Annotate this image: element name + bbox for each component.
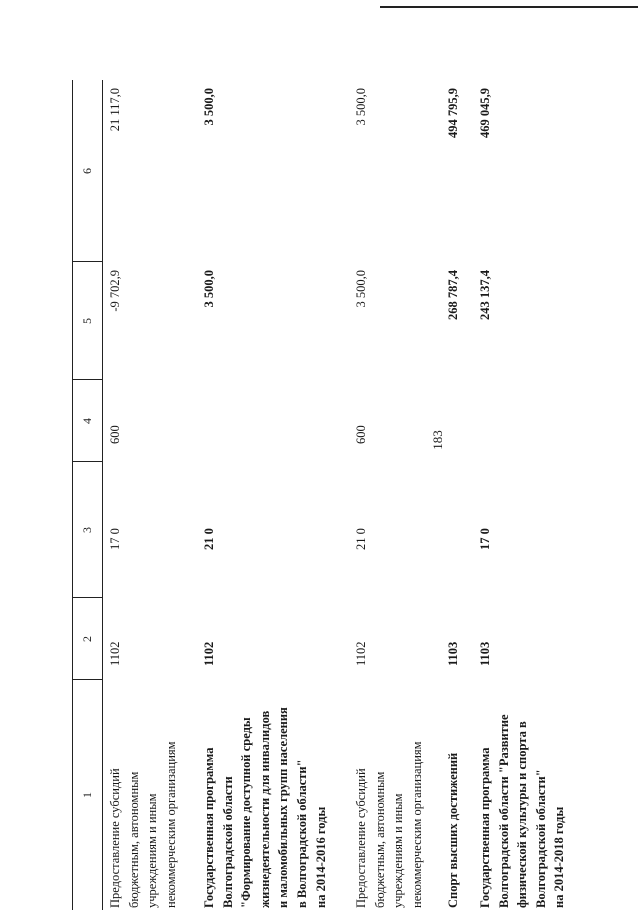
scan-edge-mark	[380, 6, 638, 8]
row-type-code: 600	[354, 425, 368, 444]
row-name: Государственная программа Волгоградской области "Формирование доступной среды жизнедеятельности для инвалидов и маломобильных групп населения в Волгоградской области" на 2014-2016 годы	[202, 707, 328, 908]
row-target-code: 21 0	[202, 528, 216, 550]
table-top-rule	[72, 80, 73, 910]
row-type-code: 600	[108, 425, 122, 444]
row-change-amount: 3 500,0	[354, 270, 368, 308]
row-target-code: 21 0	[354, 528, 368, 550]
row-total-amount: 3 500,0	[354, 88, 368, 126]
row-change-amount: -9 702,9	[108, 270, 122, 312]
budget-table	[72, 80, 567, 910]
table-header-rule	[102, 80, 103, 910]
row-target-code: 17 0	[478, 528, 492, 550]
row-change-amount: 268 787,4	[446, 270, 460, 320]
row-section-code: 1103	[446, 641, 460, 666]
row-name: Предоставление субсидий бюджетным, автономным учреждениям и иным некоммерческим организациям	[354, 741, 424, 908]
column-header-change: 5	[80, 318, 94, 324]
row-section-code: 1102	[354, 641, 368, 666]
column-header-name: 1	[80, 792, 94, 798]
row-name: Спорт высших достижений	[446, 752, 460, 908]
row-total-amount: 469 045,9	[478, 88, 492, 138]
row-total-amount: 494 795,9	[446, 88, 460, 138]
row-name: Предоставление субсидий бюджетным, автономным учреждениям и иным некоммерческим организациям	[108, 741, 178, 908]
row-total-amount: 21 117,0	[108, 88, 122, 132]
budget-table-page	[72, 80, 567, 910]
row-section-code: 1102	[108, 641, 122, 666]
column-header-type: 4	[80, 418, 94, 424]
row-target-code: 17 0	[108, 528, 122, 550]
row-change-amount: 243 137,4	[478, 270, 492, 320]
row-section-code: 1103	[478, 641, 492, 666]
column-header-section: 2	[80, 636, 94, 642]
page-number: 183	[430, 430, 445, 450]
row-total-amount: 3 500,0	[202, 88, 216, 126]
row-change-amount: 3 500,0	[202, 270, 216, 308]
row-name: Государственная программа Волгоградской области "Развитие физической культуры и спорта в Волгоградской области" на 2014-2018 годы	[478, 714, 567, 908]
column-header-total: 6	[80, 168, 94, 174]
column-header-target: 3	[80, 527, 94, 533]
row-section-code: 1102	[202, 641, 216, 666]
